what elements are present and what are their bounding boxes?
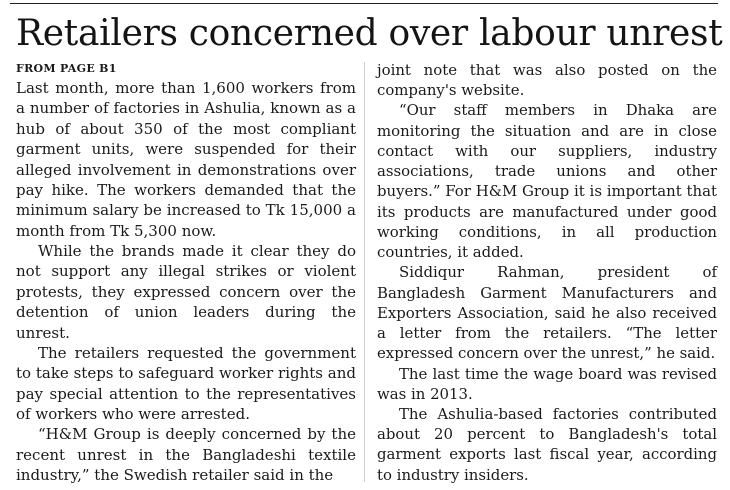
paragraph: “Our staff members in Dhaka are monitoring the situation and are in close contact with our suppliers, industry associations, trade unions and other buyers.” For H&M Group it is important that its products are manufactured under good working conditions, in all production countries, it added.	[377, 101, 717, 262]
paragraph: joint note that was also posted on the company's website.	[377, 61, 717, 100]
paragraph: Last month, more than 1,600 workers from a number of factories in Ashulia, known as a hub of about 350 of the most compliant garment units, were suspended for their alleged involvement in demonstrations over pay hike. The workers demanded that the minimum salary be increased to Tk 15,000 a month from Tk 5,300 now.	[16, 79, 356, 240]
paragraph: The last time the wage board was revised was in 2013.	[377, 364, 717, 403]
paragraph: “H&M Group is deeply concerned by the recent unrest in the Bangladeshi textile industry,” the Swedish retailer said in the	[16, 425, 356, 485]
continued-from-label: FROM PAGE B1	[16, 62, 117, 75]
paragraph: The Ashulia-based factories contributed about 20 percent to Bangladesh's total garment exports last fiscal year, according to industry insiders.	[377, 404, 717, 484]
paragraph: While the brands made it clear they do not support any illegal strikes or violent protests, they expressed concern over the detention of union leaders during the unrest.	[16, 242, 356, 342]
top-rule	[10, 3, 718, 4]
column-divider	[364, 62, 365, 482]
headline: Retailers concerned over labour unrest	[16, 13, 723, 54]
left-column	[16, 60, 356, 486]
paragraph: The retailers requested the government to take steps to safeguard worker rights and pay special attention to the representatives of workers who were arrested.	[16, 343, 356, 423]
right-column	[377, 60, 717, 485]
paragraph: Siddiqur Rahman, president of Bangladesh Garment Manufacturers and Exporters Association, said he also received a letter from the retailers. “The letter expressed concern over the unrest,” he said.	[377, 263, 717, 363]
